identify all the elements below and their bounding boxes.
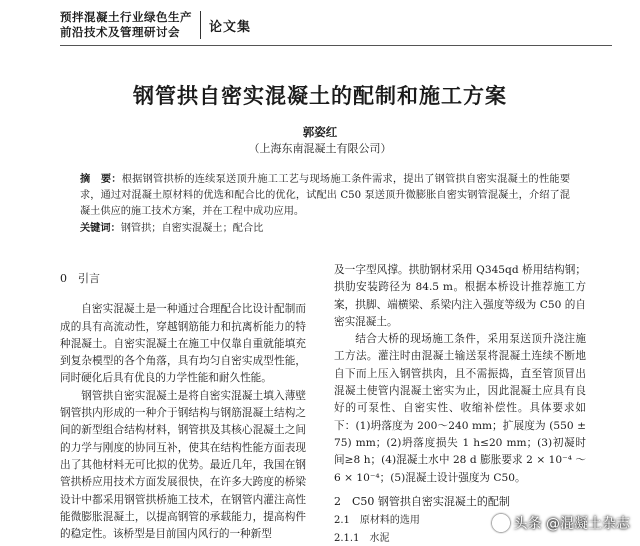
section-heading-2: 2 C50 钢管拱自密实混凝土的配制 <box>334 494 510 508</box>
subsection-heading: 2.1 原材料的选用 <box>334 515 420 527</box>
conference-name-line1: 预拌混凝土行业绿色生产 <box>60 10 192 24</box>
conference-name <box>60 10 192 40</box>
keywords-text: 钢管拱；自密实混凝土；配合比 <box>120 223 264 234</box>
section-heading-intro: 0 引言 <box>60 272 100 285</box>
paragraph: 自密实混凝土是一种通过合理配合比设计配制而成的具有高流动性，穿越钢筋能力和抗离析能力的特种混凝土。自密实混凝土在施工中仅靠自重就能填充到复杂模型的各个角落，具有均匀自密实成型性能，同时硬化后具有优良的力学性能和耐久性能。 <box>60 303 306 385</box>
collection-tag: 论文集 <box>209 19 252 35</box>
author-affiliation: （上海东南混凝土有限公司） <box>248 142 392 155</box>
watermark-text: 头条 @混凝土杂志 <box>513 516 630 532</box>
keywords-label: 关键词： <box>80 223 121 234</box>
subsubsection-heading: 2.1.1 水泥 <box>334 533 390 545</box>
paragraph: 及一字型风撑。拱肋钢材采用 Q345qd 桥用结构钢；拱肋安装跨径为 84.5 m。根据本桥设计推荐施工方案，拱脚、端横梁、系梁内注入强度等级为 C50 的自密实混凝土。 <box>334 264 586 328</box>
paragraph: 结合大桥的现场施工条件，采用泵送顶升浇注施工方法。灌注时由混凝土输送泵将混凝土连续不断地自下而上压入钢管拱肉，且不需振捣，直至管顶冒出混凝土使管内混凝土密实为止，因此混凝土应具有良好的可泵性、自密实性、收缩补偿性。具体要求如下：(1)坍落度为 200～240 mm；扩展度为 (550 ± 75) mm；(2)坍落度损失 1 h≤20 mm；(3)初凝时间≥8 h；(4)混凝土水中 28 d 膨胀要求 2 × 10⁻⁴ ～ 6 × 10⁻⁴；(5)混凝土设计强度为 C50。 <box>334 333 586 484</box>
header-divider <box>200 11 201 39</box>
paragraph: 钢管拱自密实混凝土是将自密实混凝土填入薄壁钢管拱内形成的一种介于钢结构与钢筋混凝土结构之间的新型组合结构材料，钢管拱及其核心混凝土之间的力学与刚度的协同互补，使其在结构性能方面表现出了其他材料无可比拟的优势。最近几年，我国在钢管拱桥应用技术方面发展很快，在许多大跨度的桥梁设计中都采用钢管拱桥施工技术，在钢管内灌注高性能微膨胀混凝土，以提高钢管的承载能力，提高构件的稳定性。该桥型是目前国内风行的一种新型 <box>60 389 306 541</box>
header-rule <box>60 45 612 46</box>
keywords <box>80 221 570 237</box>
paper-title: 钢管拱自密实混凝土的配制和施工方案 <box>133 84 507 108</box>
abstract <box>80 172 570 220</box>
toutiao-logo-icon <box>492 514 510 532</box>
conference-name-line2: 前沿技术及管理研讨会 <box>60 25 180 39</box>
author-name: 郭姿红 <box>302 125 338 139</box>
abstract-text: 根据钢管拱桥的连续泵送顶升施工工艺与现场施工条件需求，提出了钢管拱自密实混凝土的性能要求，通过对混凝土原材料的优选和配合比的优化，试配出 C50 泵送顶升微膨胀自密实钢管混凝土，介绍了混凝土供应的施工技术方案，并在工程中成功应用。 <box>80 174 571 217</box>
left-column <box>60 270 306 543</box>
watermark <box>492 513 630 533</box>
journal-header <box>60 10 251 40</box>
right-column <box>334 262 586 546</box>
abstract-label: 摘 要： <box>80 174 122 185</box>
